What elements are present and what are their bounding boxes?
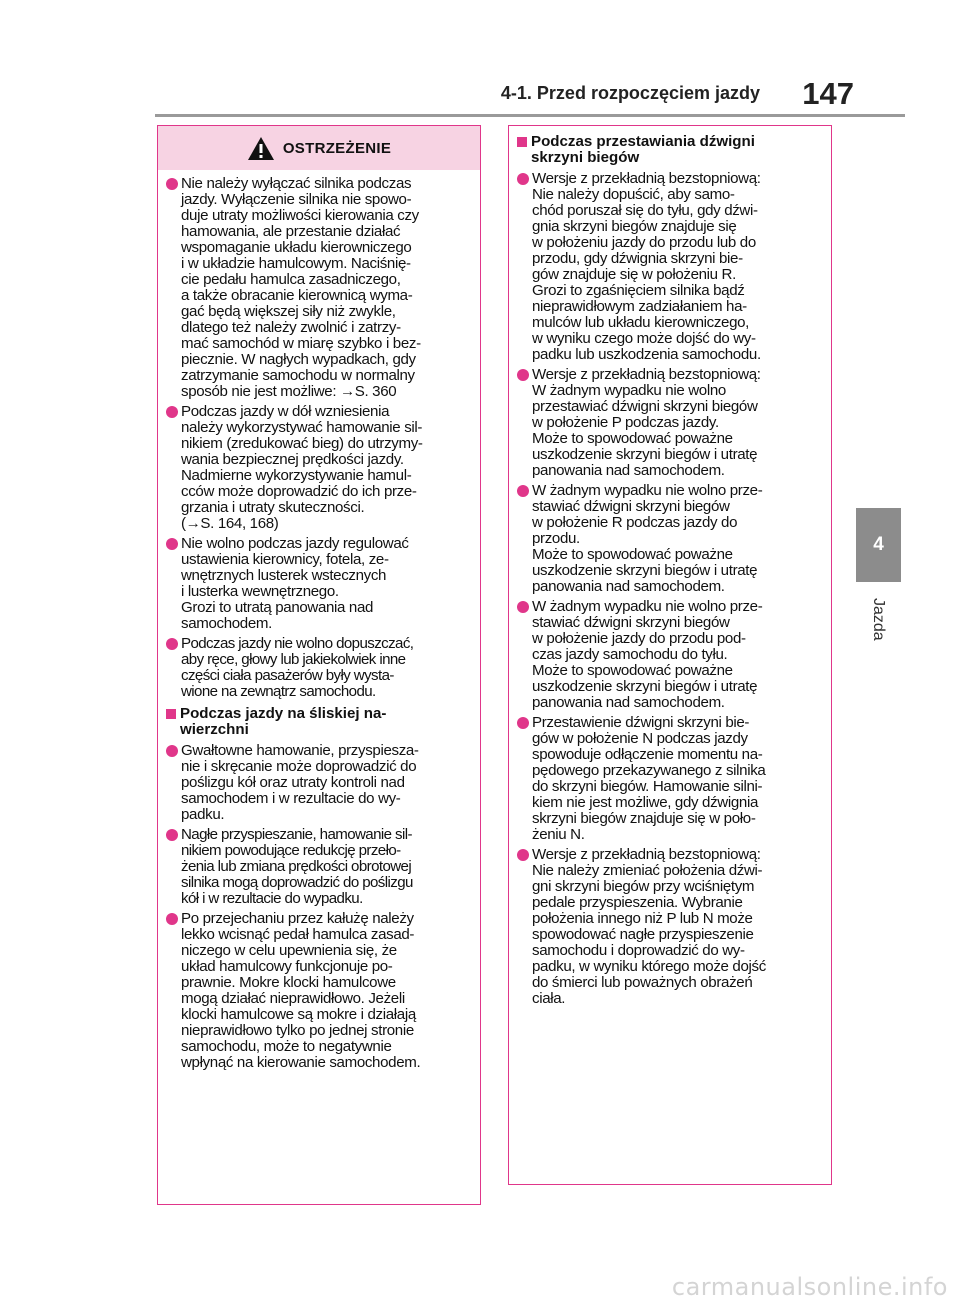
warning-triangle-icon — [247, 136, 275, 161]
bullet-icon — [517, 849, 529, 861]
item-text: W żadnym wypadku nie wolno prze- stawiać dźwigni skrzyni biegów w położenie jazdy do przodu pod- czas jazdy samochodu do tyłu. Może to spowodować poważne uszkodzenie skrzyni biegów i utratę panowania nad samochodem. — [532, 598, 763, 711]
list-item — [166, 911, 473, 1071]
item-text: Wersje z przekładnią bezstopniową: W żadnym wypadku nie wolno przestawiać dźwigni skrzyni biegów w położenie P podczas jazdy. Może to spowodować poważne uszkodzenie skrzyni biegów i utratę panowania nad samochodem. — [532, 366, 761, 479]
list-item — [166, 827, 473, 907]
right-column-content — [509, 126, 831, 1007]
left-column-content — [158, 170, 480, 1071]
section-title: 4-1. Przed rozpoczęciem jazdy — [500, 83, 760, 103]
list-item — [517, 715, 824, 843]
bullet-icon — [166, 178, 178, 190]
item-text: Wersje z przekładnią bezstopniową: Nie należy dopuścić, aby samo- chód poruszał się do tyłu, gdy dźwi- gnia skrzyni biegów znajduje się w położeniu jazdy do przodu lub do przodu, gdy dźwignia skrzyni bie- gów znajduje się w położeniu R. Grozi to zgaśnięciem silnika bądź nieprawidłowym zadziałaniem ha- mulców lub układu kierowniczego, w wyniku czego może dojść do wy- padku lub uszkodzenia samochodu. — [532, 170, 761, 363]
bullet-icon — [166, 913, 178, 925]
list-item — [517, 171, 824, 363]
list-item — [166, 636, 473, 700]
bullet-icon — [517, 717, 529, 729]
subheading-text: Podczas jazdy na śliskiej na- wierzchni — [180, 705, 387, 738]
item-text: Nie wolno podczas jazdy regulować ustawienia kierownicy, fotela, ze- wnętrznych lusterek wstecznych i lusterka wewnętrznego. Grozi to utratą panowania nad samochodem. — [181, 535, 409, 632]
bullet-icon — [166, 538, 178, 550]
page-number: 147 — [802, 76, 854, 111]
item-text: Nie należy wyłączać silnika podczas jazdy. Wyłączenie silnika nie spowo- duje utraty możliwości kierowania czy hamowania, ale przestanie działać wspomaganie układu kierowniczego i w układzie hamulcowym. Naciśnię- cie pedału hamulca zasadniczego, a także obracanie kierownicą wyma- gać będą większej siły niż zwykle, dlatego też należy zwolnić i zatrzy- mać samochód w miarę szybko i bez- piecznie. W nagłych wypadkach, gdy zatrzymanie samochodu w normalny sposób nie jest możliwe: →S. 360 — [181, 175, 421, 400]
item-text: Po przejechaniu przez kałużę należy lekko wcisnąć pedał hamulca zasad- niczego w celu upewnienia się, że układ hamulcowy funkcjonuje po- prawnie. Mokre klocki hamulcowe mogą działać nieprawidłowo. Jeżeli klocki hamulcowe są mokre i działają nieprawidłowo tylko po jednej stronie samochodu, może to negatywnie wpłynąć na kierowanie samochodem. — [181, 910, 421, 1071]
item-text: Nagłe przyspieszanie, hamowanie sil- nikiem powodujące redukcję przeło- żenia lub zmiana prędkości obrotowej silnika mogą doprowadzić do poślizgu kół i w rezultacie do wypadku. — [181, 826, 413, 907]
bullet-icon — [166, 829, 178, 841]
bullet-icon — [166, 745, 178, 757]
chapter-label: Jazda — [870, 598, 887, 641]
item-text: Podczas jazdy w dół wzniesienia należy wykorzystywać hamowanie sil- nikiem (zredukować bieg) do utrzymy- wania bezpiecznej prędkości jazdy. Nadmierne wykorzystywanie hamul- cców może doprowadzić do ich prze- grzania i utraty skuteczności. (→S. 164, 168) — [181, 403, 423, 532]
item-text: W żadnym wypadku nie wolno prze- stawiać dźwigni skrzyni biegów w położenie R podczas jazdy do przodu. Może to spowodować poważne uszkodzenie skrzyni biegów i utratę panowania nad samochodem. — [532, 482, 763, 595]
list-item — [166, 176, 473, 400]
bullet-icon — [517, 485, 529, 497]
square-bullet-icon — [517, 137, 527, 147]
subheading-text: Podczas przestawiania dźwigni skrzyni biegów — [531, 133, 755, 166]
subheading-gear-shift — [517, 134, 824, 166]
chapter-tab — [856, 508, 901, 582]
list-item — [517, 847, 824, 1007]
item-text: Podczas jazdy nie wolno dopuszczać, aby ręce, głowy lub jakiekolwiek inne części ciała pasażerów były wysta- wione na zewnątrz samochodu. — [181, 635, 414, 700]
item-text: Gwałtowne hamowanie, przyspiesza- nie i skręcanie może doprowadzić do poślizgu kół oraz utraty kontroli nad samochodem i w rezultacie do wy- padku. — [181, 742, 419, 823]
subheading-slippery — [166, 706, 473, 738]
item-text: Wersje z przekładnią bezstopniową: Nie należy zmieniać położenia dźwi- gni skrzyni biegów przy wciśniętym pedale przyspieszenia. Wybranie położenia innego niż P lub N może spowodować nagłe przyspieszenie samochodu i doprowadzić do wy- padku, w wyniku którego może dojść do śmierci lub poważnych obrażeń ciała. — [532, 846, 766, 1007]
bullet-icon — [517, 369, 529, 381]
warning-title: OSTRZEŻENIE — [282, 139, 392, 157]
list-item — [517, 367, 824, 479]
list-item — [517, 599, 824, 711]
list-item — [166, 536, 473, 632]
header-rule — [155, 114, 905, 117]
list-item — [166, 743, 473, 823]
warning-box-right — [508, 125, 832, 1185]
warning-box-left — [157, 125, 481, 1205]
bullet-icon — [517, 173, 529, 185]
bullet-icon — [517, 601, 529, 613]
chapter-number: 4 — [873, 534, 884, 555]
list-item — [517, 483, 824, 595]
watermark: carmanualsonline.info — [671, 1273, 948, 1301]
bullet-icon — [166, 638, 178, 650]
warning-header — [158, 126, 480, 170]
list-item — [166, 404, 473, 532]
bullet-icon — [166, 406, 178, 418]
square-bullet-icon — [166, 709, 176, 719]
item-text: Przestawienie dźwigni skrzyni bie- gów w położenie N podczas jazdy spowoduje odłączenie momentu na- pędowego przekazywanego z silnika do skrzyni biegów. Hamowanie silni- kiem nie jest możliwe, gdy dźwignia skrzyni biegów znajduje się w poło- żeniu N. — [532, 714, 766, 843]
